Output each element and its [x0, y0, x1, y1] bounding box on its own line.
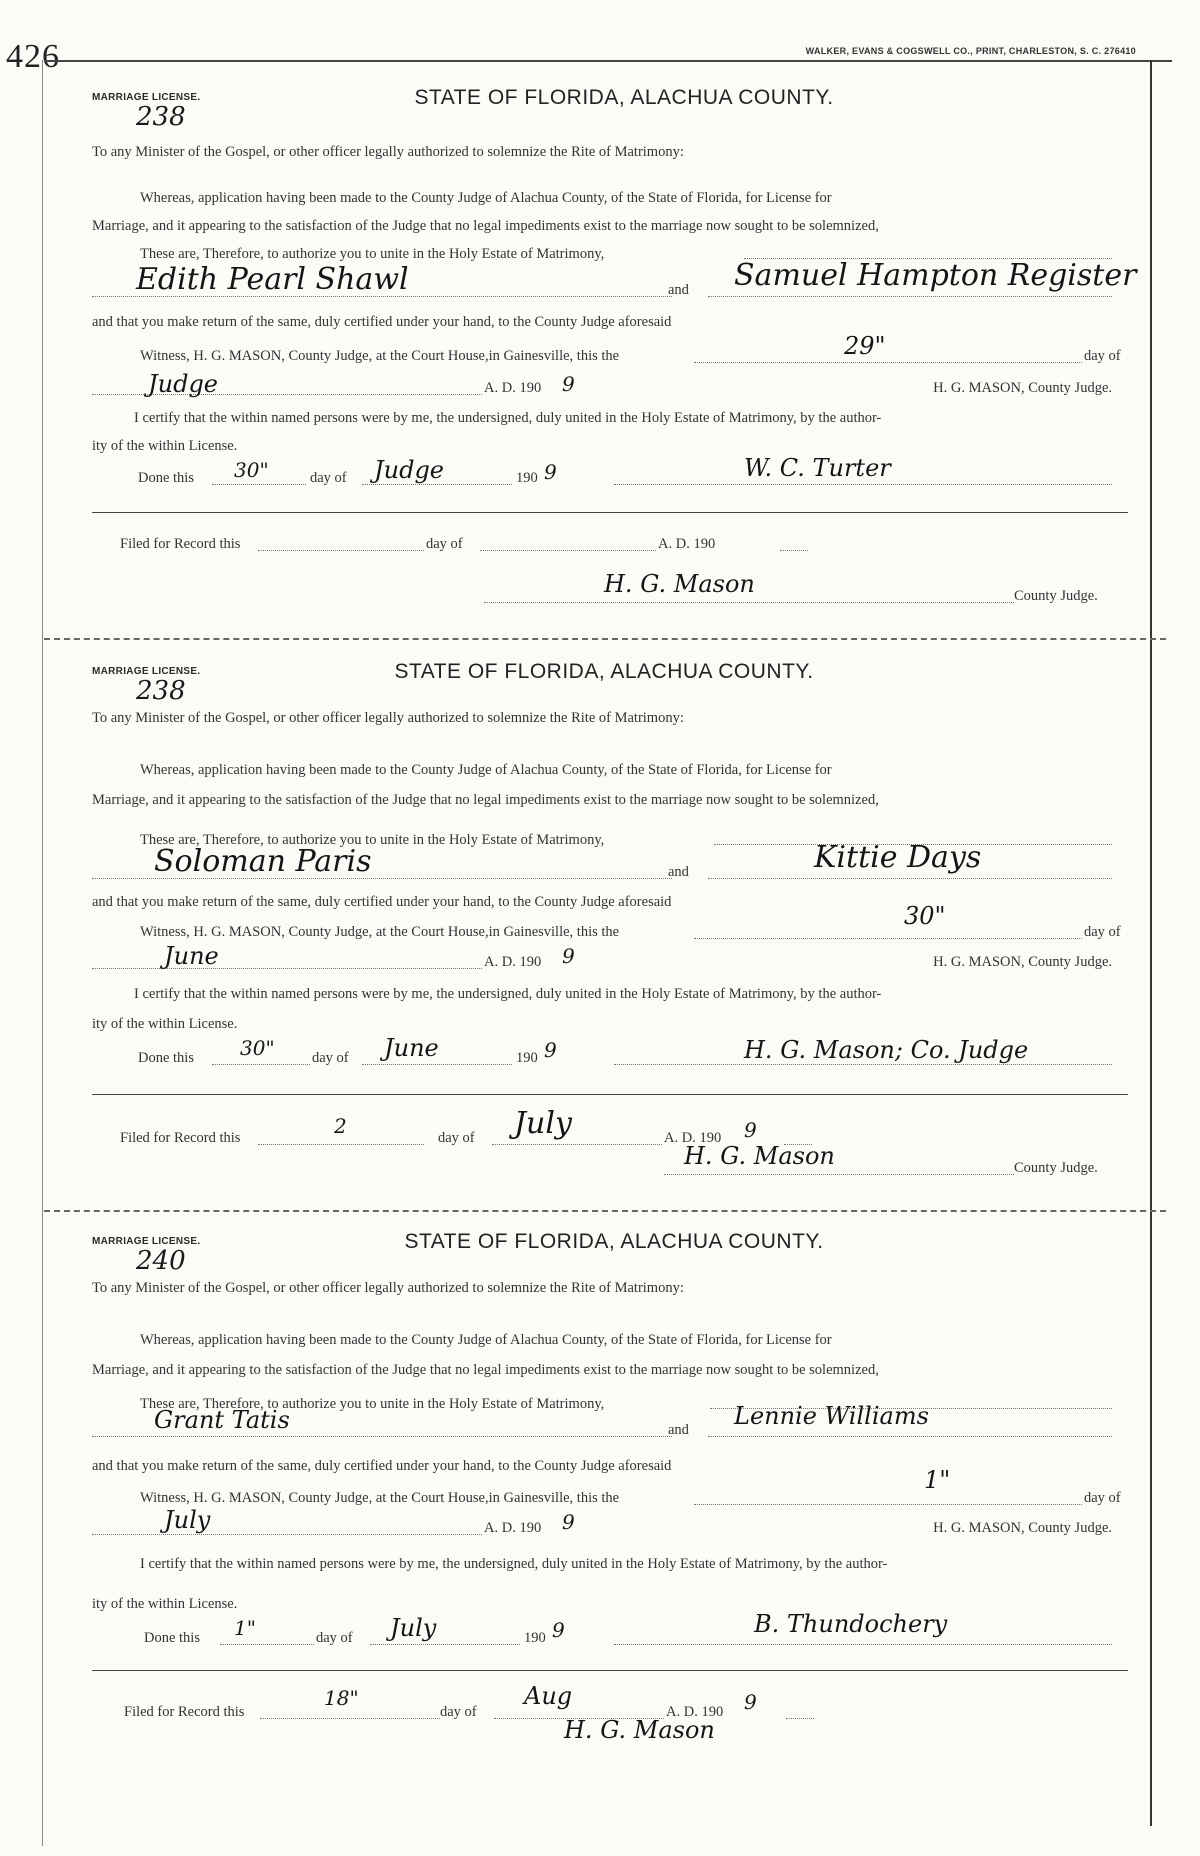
- witness-day: 1": [924, 1466, 951, 1494]
- page-number: 426: [6, 38, 60, 75]
- address-line: To any Minister of the Gospel, or other officer legally authorized to solemnize the Rite of Matrimony:: [92, 144, 684, 160]
- officiant-signature: B. Thundochery: [754, 1610, 948, 1638]
- done-day-of-label: day of: [312, 1050, 349, 1066]
- filed-year: 9: [744, 1690, 757, 1714]
- filed-ad-label: A. D. 190: [664, 1130, 722, 1146]
- witness-day-fill: [694, 362, 1082, 363]
- day-of-label: day of: [1084, 924, 1121, 940]
- whereas-line-2: Marriage, and it appearing to the satisfaction of the Judge that no legal impediments exist to the marriage now sought to be solemnized,: [92, 792, 879, 808]
- filed-year-fill: [780, 550, 808, 551]
- officiant-fill: [614, 484, 1112, 485]
- witness-year: 9: [562, 944, 575, 968]
- judge-print-signature: H. G. MASON, County Judge.: [933, 1520, 1112, 1536]
- filed-day-of-label: day of: [426, 536, 463, 552]
- witness-year: 9: [562, 372, 575, 396]
- marriage-license-label: MARRIAGE LICENSE.: [92, 92, 201, 103]
- done-year: 9: [544, 460, 557, 484]
- day-of-label: day of: [1084, 348, 1121, 364]
- marriage-license-label: MARRIAGE LICENSE.: [92, 1236, 201, 1247]
- done-year-label: 190: [524, 1630, 546, 1646]
- groom-name: Samuel Hampton Register: [734, 258, 1137, 293]
- done-year: 9: [544, 1038, 557, 1062]
- county-judge-label: County Judge.: [1014, 588, 1098, 604]
- filed-month-fill: [480, 550, 656, 551]
- certify-line-1: I certify that the within named persons were by me, the undersigned, duly united in the Holy Estate of Matrimony, by the author-: [140, 1556, 888, 1572]
- done-year-label: 190: [516, 470, 538, 486]
- witness-day-fill: [694, 938, 1082, 939]
- done-year-label: 190: [516, 1050, 538, 1066]
- top-rule: [44, 60, 1172, 62]
- ad-label: A. D. 190: [484, 954, 542, 970]
- filed-day-fill: [260, 1718, 440, 1719]
- filed-year: 9: [744, 1118, 757, 1142]
- witness-line: Witness, H. G. MASON, County Judge, at the Court House,in Gainesville, this the: [140, 1490, 620, 1506]
- judge-print-signature: H. G. MASON, County Judge.: [933, 380, 1112, 396]
- filed-day: 2: [334, 1114, 347, 1138]
- witness-day-fill: [694, 1504, 1082, 1505]
- county-judge-label: County Judge.: [1014, 1160, 1098, 1176]
- ad-label: A. D. 190: [484, 1520, 542, 1536]
- whereas-line-1: Whereas, application having been made to the County Judge of Alachua County, of the State of Florida, for License for: [140, 1332, 832, 1348]
- witness-month-fill: [92, 1534, 482, 1535]
- left-margin-rule: [42, 60, 43, 1846]
- marriage-license-label: MARRIAGE LICENSE.: [92, 666, 201, 677]
- filed-month: Aug: [524, 1682, 573, 1710]
- done-day-fill: [212, 1064, 310, 1065]
- done-month-fill: [362, 1064, 512, 1065]
- done-month: June: [384, 1034, 439, 1062]
- filed-judge-signature: H. G. Mason: [564, 1716, 715, 1744]
- witness-line: Witness, H. G. MASON, County Judge, at the Court House,in Gainesville, this the: [140, 924, 620, 940]
- these-are-line: These are, Therefore, to authorize you to unite in the Holy Estate of Matrimony,: [140, 1396, 605, 1412]
- bride-fill: [92, 1436, 672, 1437]
- address-line: To any Minister of the Gospel, or other officer legally authorized to solemnize the Rite of Matrimony:: [92, 710, 684, 726]
- filed-month: July: [514, 1106, 572, 1141]
- day-of-label: day of: [1084, 1490, 1121, 1506]
- officiant-fill: [614, 1644, 1112, 1645]
- address-line: To any Minister of the Gospel, or other officer legally authorized to solemnize the Rite of Matrimony:: [92, 1280, 684, 1296]
- done-this-label: Done this: [144, 1630, 200, 1646]
- license-entry-1: [44, 86, 1148, 640]
- done-month-fill: [370, 1644, 520, 1645]
- officiant-signature: W. C. Turter: [744, 454, 891, 482]
- certify-line-1: I certify that the within named persons were by me, the undersigned, duly united in the Holy Estate of Matrimony, by the author-: [134, 410, 882, 426]
- license-number: 240: [136, 1246, 186, 1276]
- whereas-line-2: Marriage, and it appearing to the satisfaction of the Judge that no legal impediments exist to the marriage now sought to be solemnized,: [92, 1362, 879, 1378]
- groom-fill: [708, 296, 1112, 297]
- groom-fill: [708, 1436, 1112, 1437]
- these-are-line: These are, Therefore, to authorize you to unite in the Holy Estate of Matrimony,: [140, 246, 605, 262]
- officiant-signature: H. G. Mason; Co. Judge: [744, 1036, 1029, 1064]
- state-heading: STATE OF FLORIDA, ALACHUA COUNTY.: [394, 660, 814, 683]
- license-entry-3: [44, 1230, 1148, 1836]
- certify-line-2: ity of the within License.: [92, 1596, 238, 1612]
- return-line: and that you make return of the same, duly certified under your hand, to the County Judge aforesaid: [92, 314, 672, 330]
- whereas-line-1: Whereas, application having been made to the County Judge of Alachua County, of the State of Florida, for License for: [140, 190, 832, 206]
- certify-line-1: I certify that the within named persons were by me, the undersigned, duly united in the Holy Estate of Matrimony, by the author-: [134, 986, 882, 1002]
- filing-divider: [92, 512, 1128, 513]
- done-month: Judge: [374, 456, 445, 484]
- license-number: 238: [136, 676, 186, 706]
- done-this-label: Done this: [138, 470, 194, 486]
- done-month-fill: [362, 484, 512, 485]
- witness-month: Judge: [148, 370, 219, 398]
- certify-line-2: ity of the within License.: [92, 1016, 238, 1032]
- officiant-fill: [614, 1064, 1112, 1065]
- whereas-line-1: Whereas, application having been made to the County Judge of Alachua County, of the State of Florida, for License for: [140, 762, 832, 778]
- filed-judge-fill: [484, 602, 1014, 603]
- filed-day-of-label: day of: [440, 1704, 477, 1720]
- filed-ad-label: A. D. 190: [658, 536, 716, 552]
- and-word: and: [668, 864, 689, 880]
- filed-day-fill: [258, 550, 424, 551]
- witness-day: 29": [844, 332, 886, 360]
- right-margin-rule: [1150, 60, 1152, 1826]
- witness-year: 9: [562, 1510, 575, 1534]
- done-year: 9: [552, 1618, 565, 1642]
- license-number: 238: [136, 102, 186, 132]
- section-separator: [44, 1210, 1166, 1212]
- done-day-of-label: day of: [316, 1630, 353, 1646]
- witness-month-fill: [92, 968, 482, 969]
- bride-name: Edith Pearl Shawl: [136, 262, 409, 297]
- groom-name: Kittie Days: [814, 840, 982, 875]
- filed-judge-signature: H. G. Mason: [604, 570, 755, 598]
- these-are-line: These are, Therefore, to authorize you to unite in the Holy Estate of Matrimony,: [140, 832, 605, 848]
- filed-judge-signature: H. G. Mason: [684, 1142, 835, 1170]
- done-day: 1": [234, 1616, 256, 1640]
- judge-print-signature: H. G. MASON, County Judge.: [933, 954, 1112, 970]
- state-heading: STATE OF FLORIDA, ALACHUA COUNTY.: [404, 1230, 824, 1253]
- done-day-of-label: day of: [310, 470, 347, 486]
- filed-day: 18": [324, 1686, 359, 1710]
- printer-credit: WALKER, EVANS & COGSWELL CO., PRINT, CHARLESTON, S. C. 276410: [805, 46, 1136, 56]
- done-day: 30": [234, 458, 269, 482]
- done-day-fill: [220, 1644, 314, 1645]
- and-word: and: [668, 282, 689, 298]
- filed-judge-fill: [664, 1174, 1014, 1175]
- bride-name: Soloman Paris: [154, 844, 372, 879]
- done-month: July: [390, 1614, 437, 1642]
- filed-for-record-label: Filed for Record this: [120, 536, 241, 552]
- witness-month: July: [164, 1506, 211, 1534]
- return-line: and that you make return of the same, duly certified under your hand, to the County Judge aforesaid: [92, 894, 672, 910]
- witness-line: Witness, H. G. MASON, County Judge, at the Court House,in Gainesville, this the: [140, 348, 620, 364]
- witness-day: 30": [904, 902, 946, 930]
- and-word: and: [668, 1422, 689, 1438]
- certify-line-2: ity of the within License.: [92, 438, 238, 454]
- ad-label: A. D. 190: [484, 380, 542, 396]
- whereas-line-2: Marriage, and it appearing to the satisfaction of the Judge that no legal impediments exist to the marriage now sought to be solemnized,: [92, 218, 879, 234]
- filed-for-record-label: Filed for Record this: [124, 1704, 245, 1720]
- bride-name: Grant Tatis: [154, 1406, 290, 1434]
- filed-ad-label: A. D. 190: [666, 1704, 724, 1720]
- groom-fill: [708, 878, 1112, 879]
- witness-month: June: [164, 942, 219, 970]
- filed-day-of-label: day of: [438, 1130, 475, 1146]
- done-day-fill: [212, 484, 306, 485]
- filed-month-fill: [492, 1144, 662, 1145]
- done-day: 30": [240, 1036, 275, 1060]
- license-entry-2: [44, 660, 1148, 1212]
- done-this-label: Done this: [138, 1050, 194, 1066]
- section-separator: [44, 638, 1166, 640]
- state-heading: STATE OF FLORIDA, ALACHUA COUNTY.: [414, 86, 834, 109]
- filed-year-fill: [786, 1718, 814, 1719]
- return-line: and that you make return of the same, duly certified under your hand, to the County Judge aforesaid: [92, 1458, 672, 1474]
- filing-divider: [92, 1670, 1128, 1671]
- filed-for-record-label: Filed for Record this: [120, 1130, 241, 1146]
- filing-divider: [92, 1094, 1128, 1095]
- filed-day-fill: [258, 1144, 424, 1145]
- groom-name: Lennie Williams: [734, 1402, 929, 1430]
